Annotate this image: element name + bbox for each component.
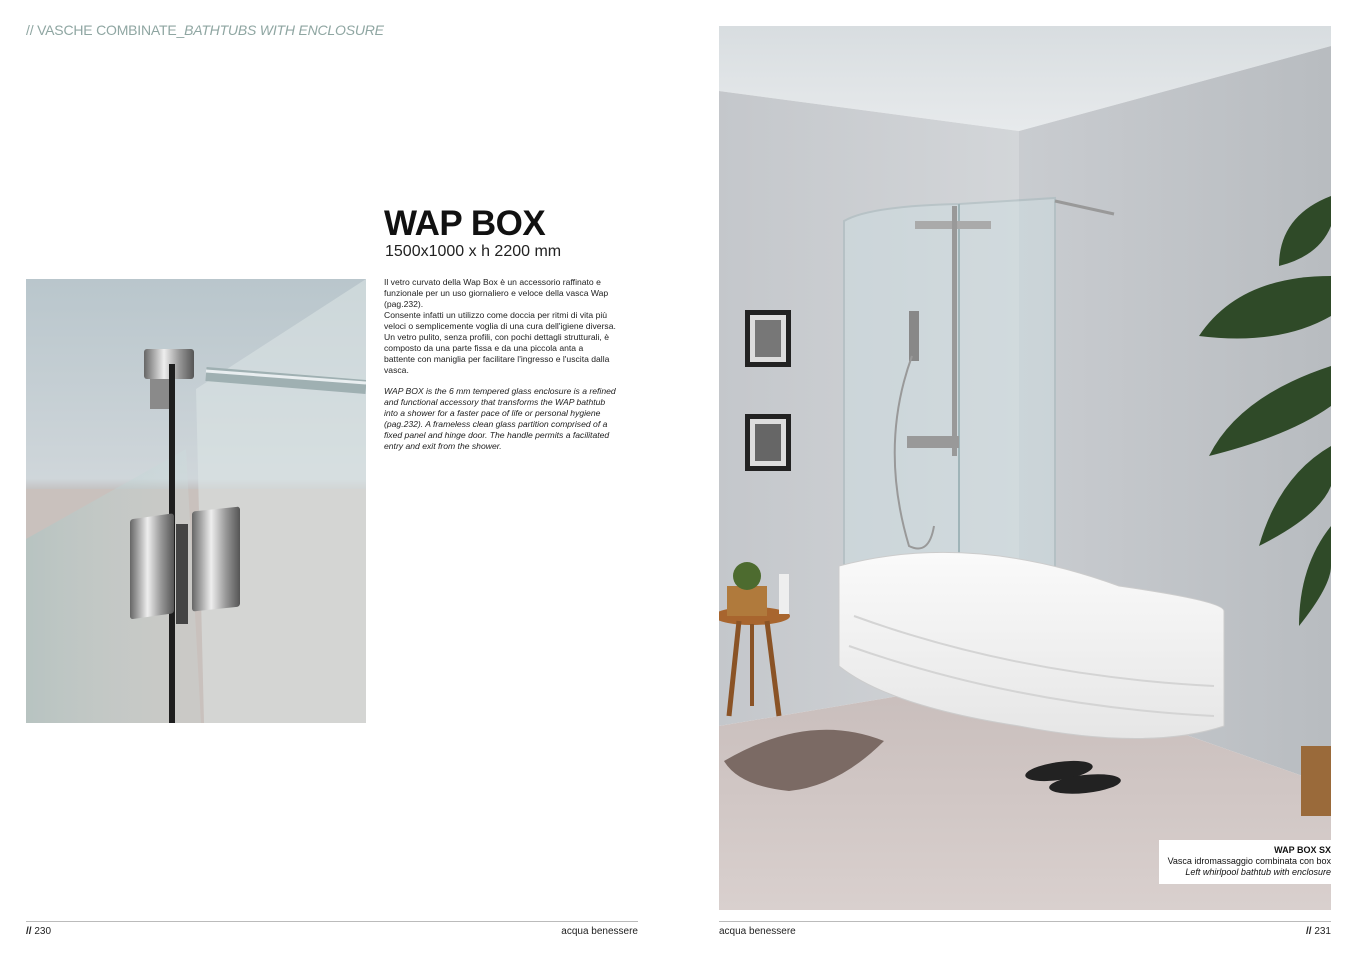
section-header — [26, 22, 384, 38]
glass-hinge-detail-photo — [26, 279, 366, 723]
brand-name-left: acqua benessere — [561, 926, 638, 937]
caption-italian: Vasca idromassaggio combinata con box — [1167, 856, 1331, 866]
bathroom-illustration — [719, 26, 1331, 910]
photo-caption — [1159, 840, 1331, 884]
page-marker-right: // — [1305, 926, 1312, 937]
description-italian: Il vetro curvato della Wap Box è un accessorio raffinato e funzionale per un uso giornaliero e veloce della vasca Wap (pag.232). Consente infatti un utilizzo come doccia per ritmi di vita più veloci o semplicemente voglia di una cura dell'igiene diversa. Un vetro pulito, senza profili, con pochi dettagli strutturali, è composto da una parte fissa e da una piccola anta a battente con maniglia per facilitare l'ingresso e l'uscita dalla vasca. — [384, 277, 616, 375]
caption-english: Left whirlpool bathtub with enclosure — [1185, 867, 1331, 877]
brand-name-right: acqua benessere — [719, 926, 796, 937]
hinge-detail-illustration — [26, 279, 366, 723]
section-label-it: // VASCHE COMBINATE_ — [26, 22, 185, 38]
description-english: WAP BOX is the 6 mm tempered glass enclosure is a refined and functional accessory that transforms the WAP bathtub into a shower for a faster pace of life or personal hygiene (pag.232). A frameless clean glass partition comprised of a fixed panel and hinge door. The handle permits a facilitated entry and exit from the shower. — [384, 386, 616, 451]
footer-divider-right — [719, 921, 1331, 922]
footer-divider-left — [26, 921, 638, 922]
caption-title: WAP BOX SX — [1274, 845, 1331, 855]
page-number-right — [1280, 926, 1331, 937]
bathroom-with-wap-box-photo — [719, 26, 1331, 910]
page-marker-left: // — [26, 926, 32, 937]
page-number-left — [26, 926, 51, 937]
section-label-en: BATHTUBS WITH ENCLOSURE — [184, 22, 384, 38]
product-dimensions: 1500x1000 x h 2200 mm — [385, 243, 562, 260]
product-title: WAP BOX — [384, 204, 546, 243]
page-number-right-value: 231 — [1314, 926, 1331, 937]
page-number-left-value: 230 — [34, 926, 52, 937]
